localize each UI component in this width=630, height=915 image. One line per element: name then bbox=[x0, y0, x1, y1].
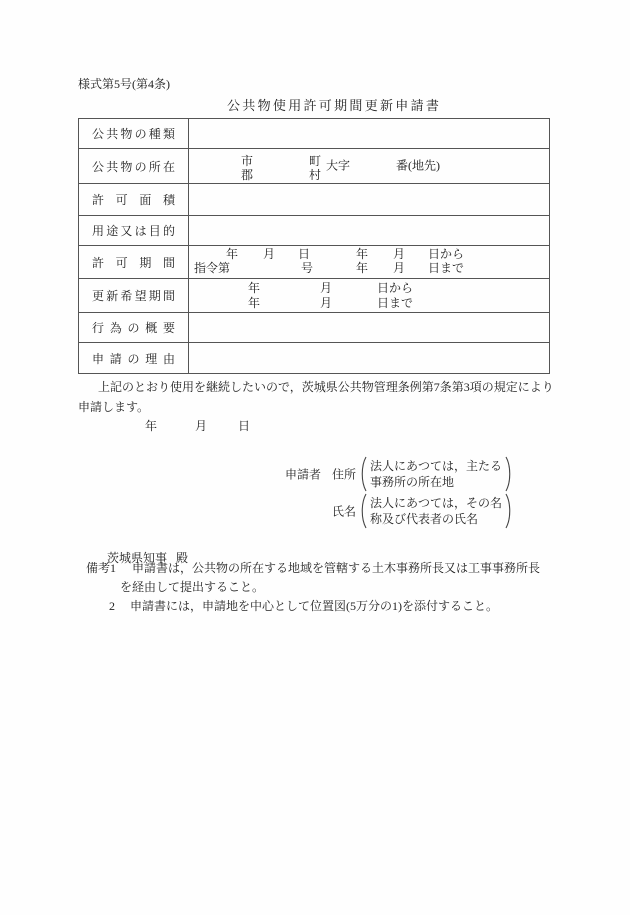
month-label: 月 bbox=[320, 281, 333, 295]
bracket-note-text bbox=[370, 495, 502, 527]
day-until-label: 日まで bbox=[377, 296, 414, 310]
remarks-label: 備考 bbox=[86, 561, 111, 575]
row-label: 更新希望期間 bbox=[92, 289, 175, 303]
remark-1-line-2: を経由して提出すること。 bbox=[120, 580, 265, 594]
governor-label: 茨城県知事 bbox=[107, 551, 168, 565]
row-value-cell bbox=[189, 343, 549, 373]
year-label: 年 bbox=[356, 247, 369, 261]
row-label-cell bbox=[79, 184, 189, 215]
remark-2-number: 2 bbox=[109, 599, 115, 613]
year-label: 年 bbox=[248, 296, 261, 310]
month-label: 月 bbox=[393, 261, 406, 275]
month-label: 月 bbox=[195, 419, 208, 433]
row-label-cell bbox=[79, 119, 189, 148]
year-label: 年 bbox=[226, 247, 239, 261]
remark-1-line-1: 申請書は，公共物の所在する地域を管轄する土木事務所長又は工事事務所長 bbox=[132, 561, 541, 575]
number-label: 号 bbox=[301, 261, 314, 275]
address-bracket-note bbox=[359, 455, 513, 493]
row-label: 公共物の所在 bbox=[92, 159, 175, 174]
lot-number-label: 番(地先) bbox=[396, 158, 440, 173]
year-label: 年 bbox=[248, 281, 261, 295]
remark-1-number: 1 bbox=[110, 561, 116, 575]
row-label: 用途又は目的 bbox=[92, 224, 175, 238]
table-row-activity-summary bbox=[79, 313, 549, 343]
row-label-cell bbox=[79, 149, 189, 183]
row-value-cell bbox=[189, 184, 549, 215]
row-value-cell bbox=[189, 149, 549, 183]
name-bracket-note bbox=[359, 492, 513, 530]
honorific-label: 殿 bbox=[176, 551, 189, 565]
document-title: 公共物使用許可期間更新申請書 bbox=[227, 98, 442, 113]
applicant-label: 申請者 bbox=[285, 467, 322, 482]
day-from-label: 日から bbox=[377, 281, 414, 295]
day-from-label: 日から bbox=[428, 247, 465, 261]
row-label: 申 請 の 理 由 bbox=[92, 351, 175, 366]
table-row-permitted-area bbox=[79, 184, 549, 216]
row-label-cell bbox=[79, 279, 189, 312]
county-label: 郡 bbox=[241, 168, 254, 182]
table-row-location bbox=[79, 149, 549, 184]
oaza-label: 大字 bbox=[326, 158, 351, 173]
row-label: 許 可 面 積 bbox=[92, 193, 175, 207]
note-line: 事務所の所在地 bbox=[370, 475, 455, 489]
row-value-cell bbox=[189, 119, 549, 148]
application-date-line bbox=[145, 420, 255, 436]
row-label: 許 可 期 間 bbox=[92, 255, 175, 270]
row-value-cell bbox=[189, 313, 549, 342]
month-label: 月 bbox=[393, 247, 406, 261]
row-label-cell bbox=[79, 216, 189, 245]
note-line: 法人にあつては，主たる bbox=[370, 459, 503, 473]
closing-statement-line-2: 申請します。 bbox=[78, 400, 150, 414]
row-value-cell bbox=[189, 216, 549, 245]
table-row-application-reason bbox=[79, 343, 549, 373]
note-line: 法人にあつては，その名 bbox=[370, 496, 503, 510]
address-label: 住所 bbox=[332, 467, 357, 482]
table-row-permit-period bbox=[79, 246, 549, 279]
year-label: 年 bbox=[145, 419, 158, 433]
note-line: 称及び代表者の氏名 bbox=[370, 512, 479, 526]
month-label: 月 bbox=[263, 247, 276, 261]
day-label: 日 bbox=[238, 419, 251, 433]
right-paren-icon bbox=[505, 492, 513, 530]
right-paren-icon bbox=[505, 455, 513, 493]
table-row-object-type bbox=[79, 119, 549, 149]
left-paren-icon bbox=[359, 455, 367, 493]
row-label-cell bbox=[79, 343, 189, 373]
row-label-cell bbox=[79, 313, 189, 342]
village-label: 村 bbox=[309, 168, 322, 182]
left-paren-icon bbox=[359, 492, 367, 530]
name-label: 氏名 bbox=[332, 504, 357, 519]
row-value-cell bbox=[189, 246, 549, 278]
directive-number-label: 指令第 bbox=[194, 261, 231, 275]
row-label: 公共物の種類 bbox=[92, 127, 175, 141]
closing-statement-line-1: 上記のとおり使用を継続したいので，茨城県公共物管理条例第7条第3項の規定により bbox=[98, 380, 554, 394]
table-row-renewal-period bbox=[79, 279, 549, 313]
row-label: 行 為 の 概 要 bbox=[92, 321, 175, 335]
month-label: 月 bbox=[320, 296, 333, 310]
bracket-note-text bbox=[370, 458, 502, 490]
form-number: 様式第5号(第4条) bbox=[78, 77, 170, 91]
remark-2-line-1: 申請書には，申請地を中心として位置図(5万分の1)を添付すること。 bbox=[130, 599, 498, 613]
year-label: 年 bbox=[356, 261, 369, 275]
day-until-label: 日まで bbox=[428, 261, 465, 275]
row-value-cell bbox=[189, 279, 549, 312]
application-table bbox=[78, 118, 550, 374]
city-label: 市 bbox=[241, 154, 254, 168]
table-row-purpose bbox=[79, 216, 549, 246]
town-label: 町 bbox=[309, 154, 322, 168]
day-label: 日 bbox=[298, 247, 311, 261]
row-label-cell bbox=[79, 246, 189, 278]
